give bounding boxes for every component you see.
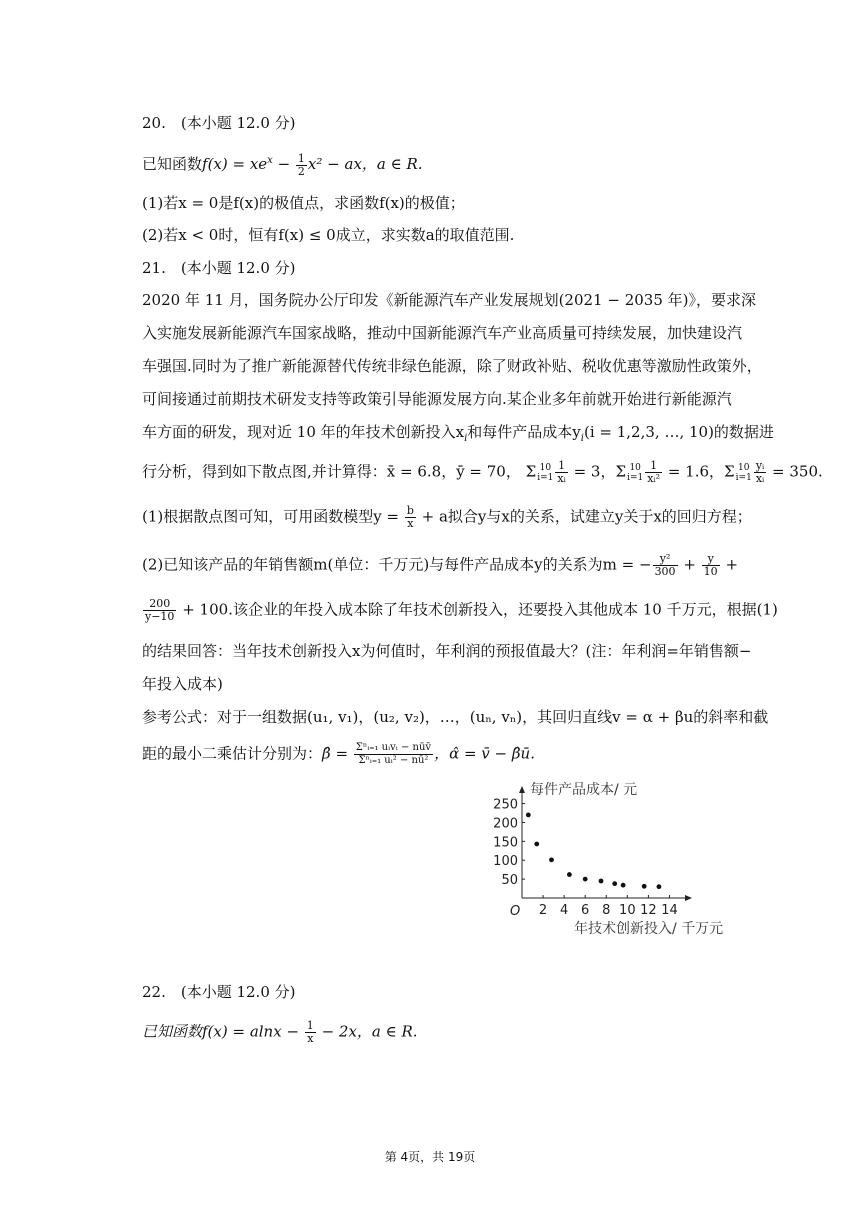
x-tick-label: 6: [581, 903, 590, 918]
y-tick-label: 50: [501, 873, 518, 889]
q22-header: 22. (本小题 12.0 分): [142, 983, 296, 1001]
scatter-point: [657, 884, 662, 889]
y-tick-label: 150: [493, 835, 518, 851]
q20-part1: (1)若x = 0是f(x)的极值点，求函数f(x)的极值；: [142, 194, 465, 212]
x-tick-label: 8: [602, 903, 611, 918]
x-tick-label: 10: [619, 903, 636, 918]
scatter-chart: [480, 770, 760, 950]
q21-part1: (1)根据散点图可知，可用函数模型y = $\frac{b}{x}$ + a拟合y与x的关系，试建立y关于x的回归方程；: [142, 504, 752, 530]
scatter-point: [642, 884, 647, 889]
x-tick-label: 12: [640, 903, 657, 918]
q21-header: 21. (本小题 12.0 分): [142, 259, 296, 277]
q21-para-line5: 车方面的研发，现对近 10 年的年技术创新投入$x_i$和每件产品成本$y_i(i = 1,2,3$, …, 10)的数据进: [142, 423, 774, 444]
scatter-point: [612, 881, 617, 886]
q21-part2-line1: (2)已知该产品的年销售额m(单位：千万元)与每件产品成本y的关系为m = − $\frac{\text{y²}}{300}$ + $\frac{y}{10}$ +: [142, 552, 739, 578]
scatter-point: [567, 872, 572, 877]
scatter-point: [599, 879, 604, 884]
q21-part2-line3: 的结果回答：当年技术创新投入x为何值时，年利润的预报值最大？(注：年利润=年销售额−: [142, 642, 752, 660]
x-axis-arrow: [685, 895, 692, 901]
x-tick-label: 2: [538, 903, 548, 918]
q21-reference-line2: 距的最小二乘估计分别为：β̂ = $\frac{\text{Σⁿᵢ₌₁ uᵢvᵢ − nūv̄}}{\text{Σⁿᵢ₌₁ uᵢ² − nū²}}$ ，α̂ = v̄ − β̂ū.: [142, 742, 535, 766]
q20-header: 20. (本小题 12.0 分): [142, 114, 296, 132]
y-ticks: [493, 798, 525, 889]
q21-para-line3: 车强国.同时为了推广新能源替代传统非绿色能源，除了财政补贴、税收优惠等激励性政策外，: [142, 357, 762, 375]
q21-para-line2: 入实施发展新能源汽车国家战略，推动中国新能源汽车产业高质量可持续发展，加快建设汽: [142, 324, 743, 342]
origin-label: O: [510, 904, 521, 919]
q21-para-line1: 2020 年 11 月，国务院办公厅印发《新能源汽车产业发展规划(2021 − 2035 年)》，要求深: [142, 291, 756, 309]
scatter-point: [549, 857, 554, 862]
y-axis-arrow: [519, 786, 525, 793]
scatter-point: [583, 877, 588, 882]
q20-part2: (2)若x < 0时，恒有f(x) ≤ 0成立，求实数a的取值范围.: [142, 226, 515, 244]
y-tick-label: 250: [493, 797, 518, 813]
q20-stem: 已知函数$f(x) = xe^x$ − $\frac{1}{2}$ x² − ax，a ∈ R.: [142, 151, 423, 178]
x-axis-label: 年技术创新投入/ 千万元: [574, 921, 724, 937]
chart-axes: [519, 786, 692, 901]
q22-stem: 已知函数f(x) = alnx − $\frac{1}{x}$ − 2x，a ∈ R.: [142, 1019, 418, 1045]
scatter-point: [621, 883, 626, 888]
y-tick-label: 100: [493, 854, 518, 870]
x-tick-label: 14: [661, 903, 678, 918]
q21-part2-line4: 年投入成本): [142, 675, 223, 693]
q21-part2-line2: $\frac{200}{y-10}$ + 100.该企业的年投入成本除了年技术创新投入，还要投入其他成本 10 千万元，根据(1): [145, 597, 778, 623]
q21-para-line4: 可间接通过前期技术研发支持等政策引导能源发展方向.某企业多年前就开始进行新能源汽: [142, 390, 732, 408]
y-axis-label: 每件产品成本/ 元: [530, 782, 638, 798]
scatter-point: [534, 842, 539, 847]
data-points: [526, 812, 661, 889]
y-tick-label: 200: [493, 816, 518, 832]
x-tick-label: 4: [559, 903, 569, 918]
page-footer: 第 4页，共 19页: [384, 1150, 476, 1164]
q21-para-line6: 行分析，得到如下散点图,并计算得：x̄ = 6.8，ȳ = 70， Σ 10 i=1 $\frac{1}{\text{xᵢ}}$ = 3，Σ 10 i=1 $\frac{1}{\text{xᵢ²}}$ = 1.6，Σ 10 i=1 $\frac{\text{yᵢ}}{\text{xᵢ}}$ = 350.: [142, 459, 823, 485]
scatter-point: [526, 812, 531, 817]
q21-reference-line1: 参考公式：对于一组数据(u₁, v₁)，(u₂, v₂)，…，(uₙ, vₙ)，其回归直线v = α + βu的斜率和截: [142, 708, 769, 726]
